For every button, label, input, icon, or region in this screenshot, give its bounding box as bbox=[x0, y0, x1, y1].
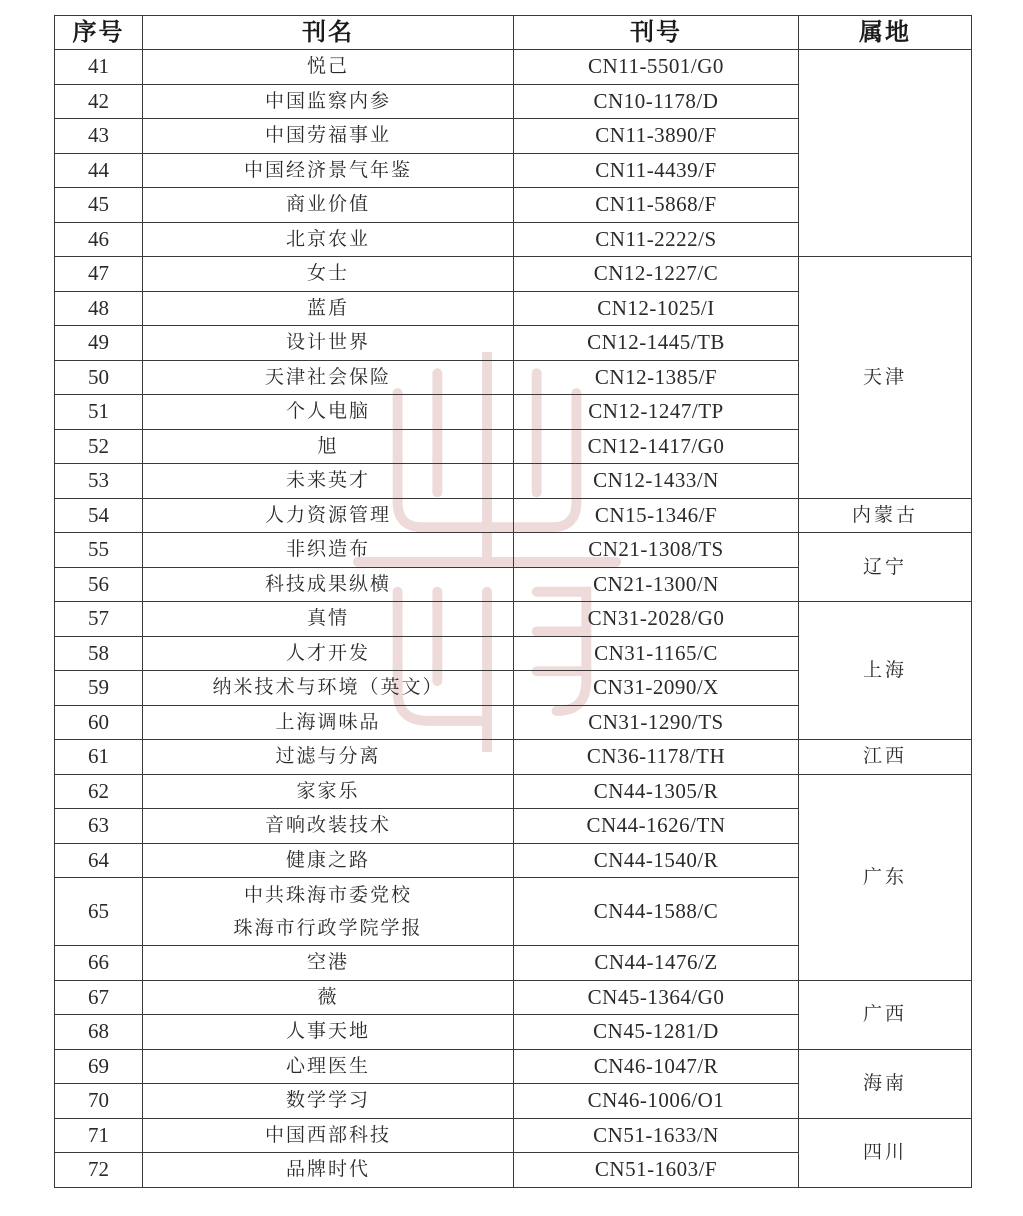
journal-name-line: 商业价值 bbox=[285, 193, 370, 216]
journal-table bbox=[54, 15, 972, 1188]
cell-cn-number: CN44-1626/TN bbox=[514, 809, 799, 844]
cell-journal-name bbox=[143, 326, 514, 361]
journal-name-line: 中国劳福事业 bbox=[264, 124, 391, 147]
cell-cn-number: CN11-5868/F bbox=[514, 188, 799, 223]
cell-journal-name bbox=[143, 602, 514, 637]
table-row bbox=[55, 980, 972, 1015]
cell-cn-number: CN31-2090/X bbox=[514, 671, 799, 706]
cell-journal-name bbox=[143, 222, 514, 257]
cell-serial-no: 54 bbox=[55, 498, 143, 533]
journal-name-line: 未来英才 bbox=[285, 469, 370, 492]
cell-serial-no: 67 bbox=[55, 980, 143, 1015]
cell-region: 上海 bbox=[799, 602, 972, 740]
cell-cn-number: CN44-1588/C bbox=[514, 878, 799, 946]
journal-name-line: 科技成果纵横 bbox=[264, 572, 391, 595]
journal-name-line: 家家乐 bbox=[296, 779, 360, 802]
cell-serial-no: 69 bbox=[55, 1049, 143, 1084]
cell-region: 辽宁 bbox=[799, 533, 972, 602]
cell-serial-no: 71 bbox=[55, 1118, 143, 1153]
journal-name-line: 珠海市行政学院学报 bbox=[233, 916, 423, 939]
cell-serial-no: 53 bbox=[55, 464, 143, 499]
cell-serial-no: 57 bbox=[55, 602, 143, 637]
journal-name-line: 天津社会保险 bbox=[264, 365, 391, 388]
cell-journal-name bbox=[143, 1084, 514, 1119]
cell-journal-name bbox=[143, 291, 514, 326]
cell-serial-no: 52 bbox=[55, 429, 143, 464]
cell-cn-number: CN21-1300/N bbox=[514, 567, 799, 602]
cell-cn-number: CN31-1165/C bbox=[514, 636, 799, 671]
journal-name-line: 中国监察内参 bbox=[264, 89, 391, 112]
cell-journal-name bbox=[143, 153, 514, 188]
cell-journal-name bbox=[143, 533, 514, 568]
cell-journal-name bbox=[143, 429, 514, 464]
cell-serial-no: 64 bbox=[55, 843, 143, 878]
cell-cn-number: CN11-2222/S bbox=[514, 222, 799, 257]
cell-serial-no: 47 bbox=[55, 257, 143, 292]
header-name: 刊名 bbox=[143, 16, 514, 50]
table-row bbox=[55, 50, 972, 85]
cell-serial-no: 49 bbox=[55, 326, 143, 361]
cell-region: 海南 bbox=[799, 1049, 972, 1118]
cell-cn-number: CN44-1305/R bbox=[514, 774, 799, 809]
cell-serial-no: 60 bbox=[55, 705, 143, 740]
cell-cn-number: CN46-1006/O1 bbox=[514, 1084, 799, 1119]
table-row bbox=[55, 1118, 972, 1153]
cell-serial-no: 55 bbox=[55, 533, 143, 568]
cell-serial-no: 68 bbox=[55, 1015, 143, 1050]
table-row bbox=[55, 257, 972, 292]
cell-serial-no: 42 bbox=[55, 84, 143, 119]
cell-journal-name bbox=[143, 809, 514, 844]
header-cn: 刊号 bbox=[514, 16, 799, 50]
cell-cn-number: CN31-2028/G0 bbox=[514, 602, 799, 637]
cell-serial-no: 41 bbox=[55, 50, 143, 85]
cell-cn-number: CN10-1178/D bbox=[514, 84, 799, 119]
journal-name-line: 中国经济景气年鉴 bbox=[243, 158, 412, 181]
journal-name-line: 人力资源管理 bbox=[264, 503, 391, 526]
table-body bbox=[55, 50, 972, 1188]
cell-journal-name bbox=[143, 1049, 514, 1084]
journal-name-line: 数学学习 bbox=[285, 1089, 370, 1112]
journal-name-line: 北京农业 bbox=[285, 227, 370, 250]
cell-journal-name bbox=[143, 1153, 514, 1188]
table-row bbox=[55, 498, 972, 533]
journal-name-line: 薇 bbox=[317, 985, 339, 1008]
cell-cn-number: CN11-5501/G0 bbox=[514, 50, 799, 85]
cell-serial-no: 50 bbox=[55, 360, 143, 395]
cell-journal-name bbox=[143, 360, 514, 395]
journal-name-line: 上海调味品 bbox=[275, 710, 381, 733]
cell-journal-name bbox=[143, 980, 514, 1015]
table-row bbox=[55, 740, 972, 775]
journal-name-line: 中国西部科技 bbox=[264, 1123, 391, 1146]
cell-cn-number: CN11-4439/F bbox=[514, 153, 799, 188]
journal-name-line: 设计世界 bbox=[285, 331, 370, 354]
cell-serial-no: 62 bbox=[55, 774, 143, 809]
cell-cn-number: CN51-1603/F bbox=[514, 1153, 799, 1188]
cell-cn-number: CN44-1476/Z bbox=[514, 946, 799, 981]
cell-cn-number: CN46-1047/R bbox=[514, 1049, 799, 1084]
cell-journal-name bbox=[143, 119, 514, 154]
journal-name-line: 人事天地 bbox=[285, 1020, 370, 1043]
cell-cn-number: CN12-1445/TB bbox=[514, 326, 799, 361]
journal-name-line: 个人电脑 bbox=[285, 400, 370, 423]
cell-journal-name bbox=[143, 395, 514, 430]
cell-serial-no: 44 bbox=[55, 153, 143, 188]
cell-journal-name bbox=[143, 257, 514, 292]
journal-name-line: 旭 bbox=[317, 434, 339, 457]
table-row bbox=[55, 602, 972, 637]
cell-cn-number: CN45-1364/G0 bbox=[514, 980, 799, 1015]
cell-journal-name bbox=[143, 774, 514, 809]
cell-serial-no: 66 bbox=[55, 946, 143, 981]
journal-name-line: 人才开发 bbox=[285, 641, 370, 664]
cell-cn-number: CN45-1281/D bbox=[514, 1015, 799, 1050]
cell-cn-number: CN11-3890/F bbox=[514, 119, 799, 154]
cell-journal-name bbox=[143, 946, 514, 981]
cell-serial-no: 70 bbox=[55, 1084, 143, 1119]
cell-region: 天津 bbox=[799, 257, 972, 499]
cell-journal-name bbox=[143, 671, 514, 706]
cell-cn-number: CN12-1385/F bbox=[514, 360, 799, 395]
cell-journal-name bbox=[143, 740, 514, 775]
table-row bbox=[55, 1049, 972, 1084]
cell-serial-no: 51 bbox=[55, 395, 143, 430]
cell-cn-number: CN51-1633/N bbox=[514, 1118, 799, 1153]
cell-serial-no: 43 bbox=[55, 119, 143, 154]
header-row bbox=[55, 16, 972, 50]
journal-name-line: 女士 bbox=[306, 262, 349, 285]
cell-cn-number: CN12-1025/I bbox=[514, 291, 799, 326]
cell-region bbox=[799, 50, 972, 257]
cell-journal-name bbox=[143, 1118, 514, 1153]
header-no: 序号 bbox=[55, 16, 143, 50]
cell-journal-name bbox=[143, 498, 514, 533]
cell-serial-no: 56 bbox=[55, 567, 143, 602]
header-region: 属地 bbox=[799, 16, 972, 50]
cell-cn-number: CN12-1247/TP bbox=[514, 395, 799, 430]
cell-journal-name bbox=[143, 50, 514, 85]
cell-cn-number: CN21-1308/TS bbox=[514, 533, 799, 568]
cell-journal-name bbox=[143, 636, 514, 671]
cell-serial-no: 48 bbox=[55, 291, 143, 326]
cell-cn-number: CN12-1227/C bbox=[514, 257, 799, 292]
journal-name-line: 真情 bbox=[306, 607, 349, 630]
cell-region: 四川 bbox=[799, 1118, 972, 1187]
cell-journal-name bbox=[143, 188, 514, 223]
journal-name-line: 悦己 bbox=[306, 55, 349, 78]
cell-region: 广东 bbox=[799, 774, 972, 980]
cell-cn-number: CN44-1540/R bbox=[514, 843, 799, 878]
cell-journal-name bbox=[143, 843, 514, 878]
journal-name-line: 蓝盾 bbox=[306, 296, 349, 319]
cell-journal-name bbox=[143, 1015, 514, 1050]
cell-serial-no: 58 bbox=[55, 636, 143, 671]
journal-name-line: 品牌时代 bbox=[285, 1158, 370, 1181]
cell-region: 内蒙古 bbox=[799, 498, 972, 533]
cell-cn-number: CN12-1417/G0 bbox=[514, 429, 799, 464]
cell-journal-name bbox=[143, 705, 514, 740]
cell-journal-name bbox=[143, 84, 514, 119]
journal-name-line: 非织造布 bbox=[285, 538, 370, 561]
cell-cn-number: CN12-1433/N bbox=[514, 464, 799, 499]
cell-serial-no: 59 bbox=[55, 671, 143, 706]
cell-journal-name bbox=[143, 464, 514, 499]
cell-cn-number: CN31-1290/TS bbox=[514, 705, 799, 740]
journal-name-line: 音响改装技术 bbox=[264, 814, 391, 837]
cell-serial-no: 46 bbox=[55, 222, 143, 257]
journal-name-line: 中共珠海市委党校 bbox=[243, 883, 412, 906]
cell-serial-no: 61 bbox=[55, 740, 143, 775]
journal-name-line: 纳米技术与环境（英文） bbox=[212, 676, 444, 699]
cell-region: 江西 bbox=[799, 740, 972, 775]
journal-name-line: 过滤与分离 bbox=[275, 745, 381, 768]
cell-journal-name bbox=[143, 567, 514, 602]
cell-cn-number: CN36-1178/TH bbox=[514, 740, 799, 775]
cell-journal-name bbox=[143, 878, 514, 946]
cell-serial-no: 45 bbox=[55, 188, 143, 223]
cell-region: 广西 bbox=[799, 980, 972, 1049]
cell-cn-number: CN15-1346/F bbox=[514, 498, 799, 533]
journal-name-line: 心理医生 bbox=[285, 1054, 370, 1077]
journal-name-line: 健康之路 bbox=[285, 848, 370, 871]
journal-name-line: 空港 bbox=[306, 951, 349, 974]
cell-serial-no: 65 bbox=[55, 878, 143, 946]
cell-serial-no: 63 bbox=[55, 809, 143, 844]
table-row bbox=[55, 533, 972, 568]
table-row bbox=[55, 774, 972, 809]
cell-serial-no: 72 bbox=[55, 1153, 143, 1188]
